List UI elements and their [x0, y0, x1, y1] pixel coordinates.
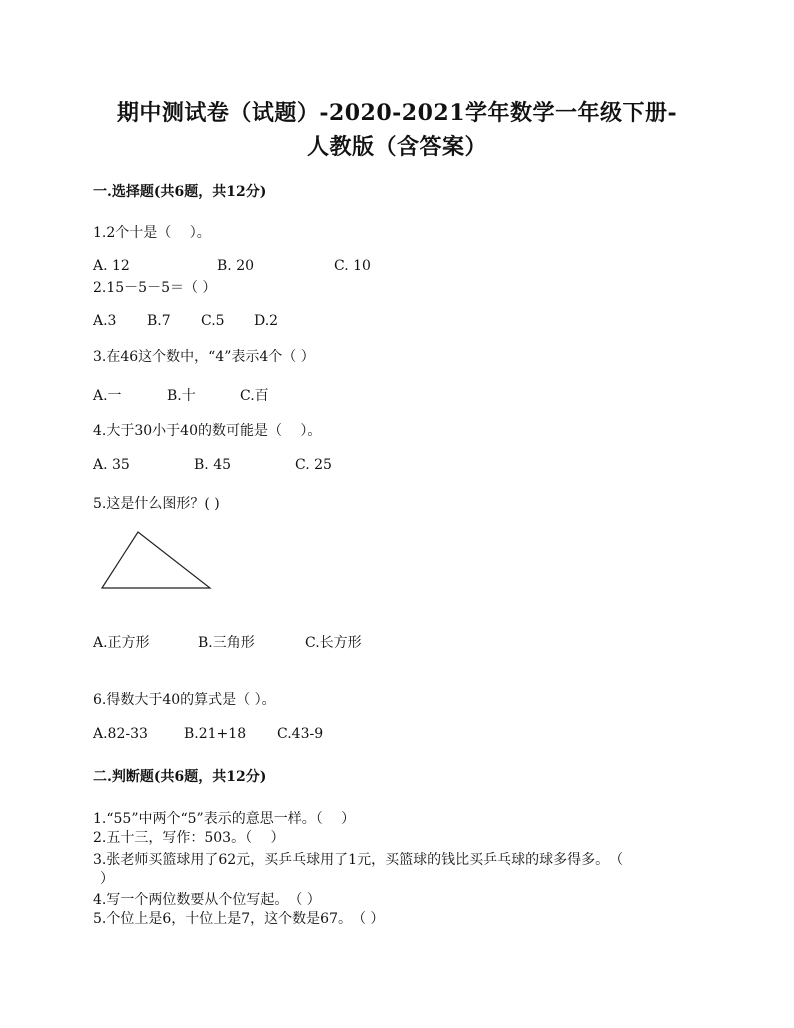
question-5-stem: 5.这是什么图形？( ) [93, 496, 220, 512]
question-3-option-c: C.百 [240, 388, 269, 404]
question-6-option-c: C.43-9 [277, 726, 324, 742]
question-2-stem: 2.15－5－5＝（ ） [93, 280, 217, 296]
question-5-option-c: C.长方形 [305, 635, 362, 651]
triangle-figure [98, 528, 214, 592]
section-heading-judgment: 二.判断题(共6题，共12分) [93, 769, 267, 785]
judgment-item-1: 1.“55”中两个“5”表示的意思一样。（ ） [93, 811, 356, 827]
question-3-option-a: A.一 [93, 388, 122, 404]
document-title-line2: 人教版（含答案） [306, 134, 487, 160]
document-title-line1: 期中测试卷（试题）-2020-2021学年数学一年级下册- [116, 100, 678, 126]
question-4-stem: 4.大于30小于40的数可能是（ ）。 [93, 423, 322, 439]
question-6-option-a: A.82-33 [93, 726, 148, 742]
question-2-option-d: D.2 [254, 313, 279, 329]
question-5-option-b: B.三角形 [198, 635, 255, 651]
question-6-option-b: B.21+18 [184, 726, 247, 742]
triangle-shape [102, 532, 210, 588]
question-1-option-a: A. 12 [93, 258, 130, 274]
judgment-item-4: 4.写一个两位数要从个位写起。 （ ） [93, 892, 321, 908]
question-3-option-b: B.十 [167, 388, 196, 404]
question-5-option-a: A.正方形 [93, 635, 150, 651]
judgment-item-3: 3.张老师买篮球用了62元，买乒乓球用了1元，买篮球的钱比买乒乓球的球多得多。 （ [93, 852, 624, 868]
question-4-option-c: C. 25 [295, 457, 332, 473]
question-1-stem: 1.2个十是（ ）。 [93, 225, 211, 241]
judgment-item-3-continuation: ） [100, 871, 114, 887]
question-2-option-a: A.3 [93, 313, 117, 329]
question-4-option-a: A. 35 [93, 457, 130, 473]
question-6-stem: 6.得数大于40的算式是（ ）。 [93, 692, 276, 708]
question-1-option-c: C. 10 [334, 258, 371, 274]
question-3-stem: 3.在46这个数中，“4”表示4个（ ） [93, 349, 315, 365]
question-4-option-b: B. 45 [194, 457, 232, 473]
judgment-item-5: 5.个位上是6，十位上是7，这个数是67。 （ ） [93, 911, 385, 927]
question-2-option-b: B.7 [147, 313, 171, 329]
section-heading-choice: 一.选择题(共6题，共12分) [93, 184, 267, 200]
question-2-option-c: C.5 [201, 313, 225, 329]
judgment-item-2: 2.五十三，写作：503。（ ） [93, 830, 285, 846]
question-1-option-b: B. 20 [217, 258, 255, 274]
